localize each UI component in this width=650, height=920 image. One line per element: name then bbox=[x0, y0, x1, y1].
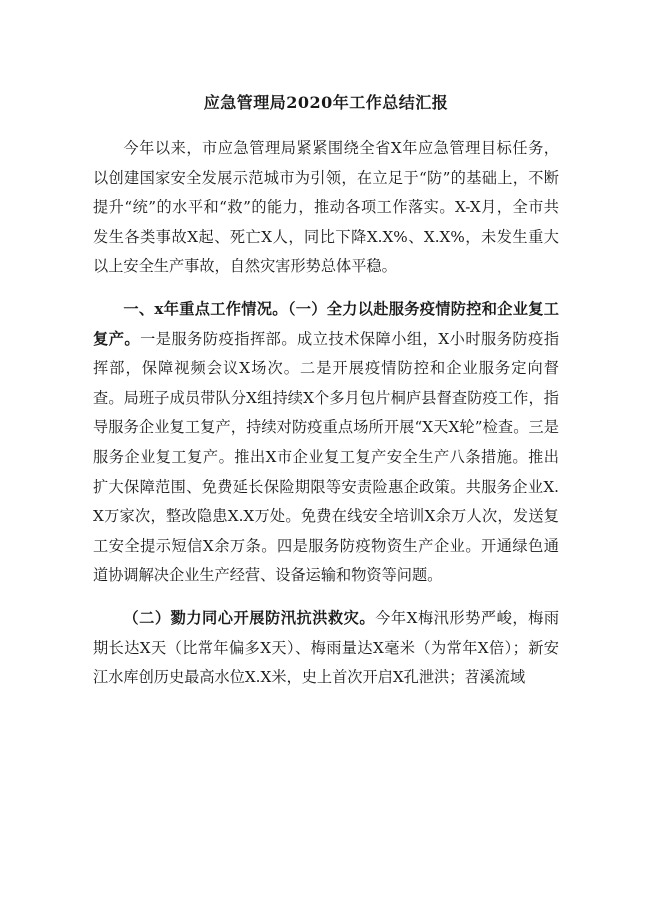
intro-paragraph: 今年以来，市应急管理局紧紧围绕全省X年应急管理目标任务，以创建国家安全发展示范城市为引领，在立足于“防”的基础上，不断提升“统”的水平和“救”的能力，推动各项工作落实。X-X月，全市共发生各类事故X起、死亡X人，同比下降X.X%、X.X%，未发生重大以上安全生产事故，自然灾害形势总体平稳。 bbox=[93, 139, 559, 276]
document-title: 应急管理局2020年工作总结汇报 bbox=[203, 93, 449, 112]
section-1-body: 一是服务防疫指挥部。成立技术保障小组，X小时服务防疫指挥部，保障视频会议X场次。二是开展疫情防控和企业服务定向督查。局班子成员带队分X组持续X个多月包片桐庐县督查防疫工作，指导服务企业复工复产，持续对防疫重点场所开展“X天X轮”检查。三是服务企业复工复产。推出X市企业复工复产安全生产八条措施。推出扩大保障范围、免费延长保险期限等安责险惠企政策。共服务企业X.X万家次，整改隐患X.X万处。免费在线安全培训X余万人次，发送复工安全提示短信X余万条。四是服务防疫物资生产企业。开通绿色通道协调解决企业生产经营、设备运输和物资等问题。 bbox=[93, 329, 560, 585]
section-1-paragraph bbox=[93, 295, 559, 591]
section-2-paragraph bbox=[93, 604, 559, 693]
document-page bbox=[93, 92, 559, 706]
section-1-heading: 一、x年重点工作情况。（一）全力以赴服务疫情防控和企业复工复产。 bbox=[93, 299, 559, 348]
section-2-body: 今年X梅汛形势严峻，梅雨期长达X天（比常年偏多X天）、梅雨量达X毫米（为常年X倍）；新安江水库创历史最高水位X.X米，史上首次开启X孔泄洪；苕溪流域 bbox=[93, 608, 560, 687]
section-2-heading: （二）勠力同心开展防汛抗洪救灾。 bbox=[123, 608, 376, 627]
